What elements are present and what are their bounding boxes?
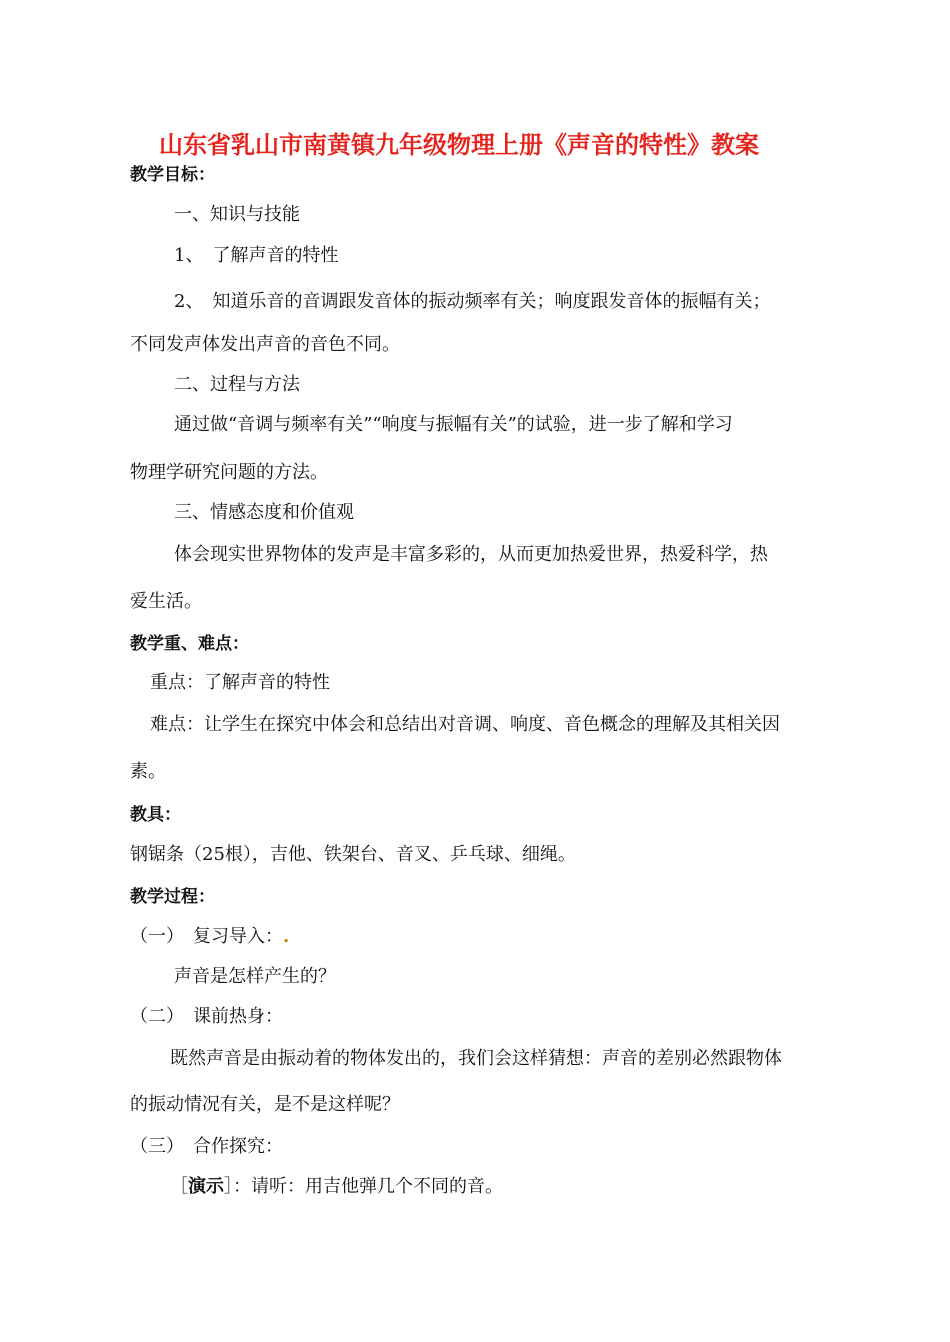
process-method-line-1: 通过做“音调与频率有关”“响度与振幅有关”的试验，进一步了解和学习	[174, 414, 733, 435]
demo-paragraph	[170, 1175, 503, 1199]
knowledge-skills-heading: 一、知识与技能	[174, 204, 300, 225]
difficulty-line-2: 素。	[130, 761, 166, 782]
emotion-values-heading: 三、情感态度和价值观	[174, 502, 354, 523]
emotion-values-line-2: 爱生活。	[130, 591, 202, 612]
step-1-question: 声音是怎样产生的？	[174, 966, 336, 987]
teaching-process-heading: 教学过程：	[130, 887, 215, 907]
demo-bracket-close: ］	[224, 1176, 233, 1197]
objective-item-2-line-2: 不同发声体发出声音的音色不同。	[130, 334, 400, 355]
stray-dot-mark: .	[283, 926, 290, 947]
demo-text: ：请听：用吉他弹几个不同的音。	[233, 1176, 503, 1197]
tools-list: 钢锯条（25根），吉他、铁架台、音叉、乒乓球、细绳。	[130, 844, 576, 865]
step-1-label: （一） 复习导入：	[130, 926, 283, 947]
objective-item-1: 1、 了解声音的特性	[174, 245, 339, 266]
key-points-heading: 教学重、难点：	[130, 634, 249, 654]
emotion-values-line-1: 体会现实世界物体的发声是丰富多彩的，从而更加热爱世界，热爱科学，热	[174, 544, 768, 565]
step-2-line-1: 既然声音是由振动着的物体发出的，我们会这样猜想：声音的差别必然跟物体	[170, 1048, 782, 1069]
step-3-heading: （三） 合作探究：	[130, 1136, 283, 1157]
difficulty-line-1: 难点：让学生在探究中体会和总结出对音调、响度、音色概念的理解及其相关因	[150, 714, 780, 735]
step-1-heading	[130, 925, 289, 949]
process-method-line-2: 物理学研究问题的方法。	[130, 462, 328, 483]
tools-heading: 教具：	[130, 805, 181, 825]
demo-label: 演示	[188, 1176, 224, 1197]
key-point: 重点：了解声音的特性	[150, 672, 330, 693]
objective-item-2-line-1: 2、 知道乐音的音调跟发音体的振动频率有关；响度跟发音体的振幅有关；	[174, 291, 771, 312]
document-title: 山东省乳山市南黄镇九年级物理上册《声音的特性》教案	[159, 131, 759, 159]
objectives-heading: 教学目标：	[130, 165, 215, 185]
process-method-heading: 二、过程与方法	[174, 374, 300, 395]
demo-bracket-open: ［	[170, 1176, 188, 1197]
step-2-line-2: 的振动情况有关，是不是这样呢？	[130, 1094, 400, 1115]
step-2-heading: （二） 课前热身：	[130, 1006, 283, 1027]
